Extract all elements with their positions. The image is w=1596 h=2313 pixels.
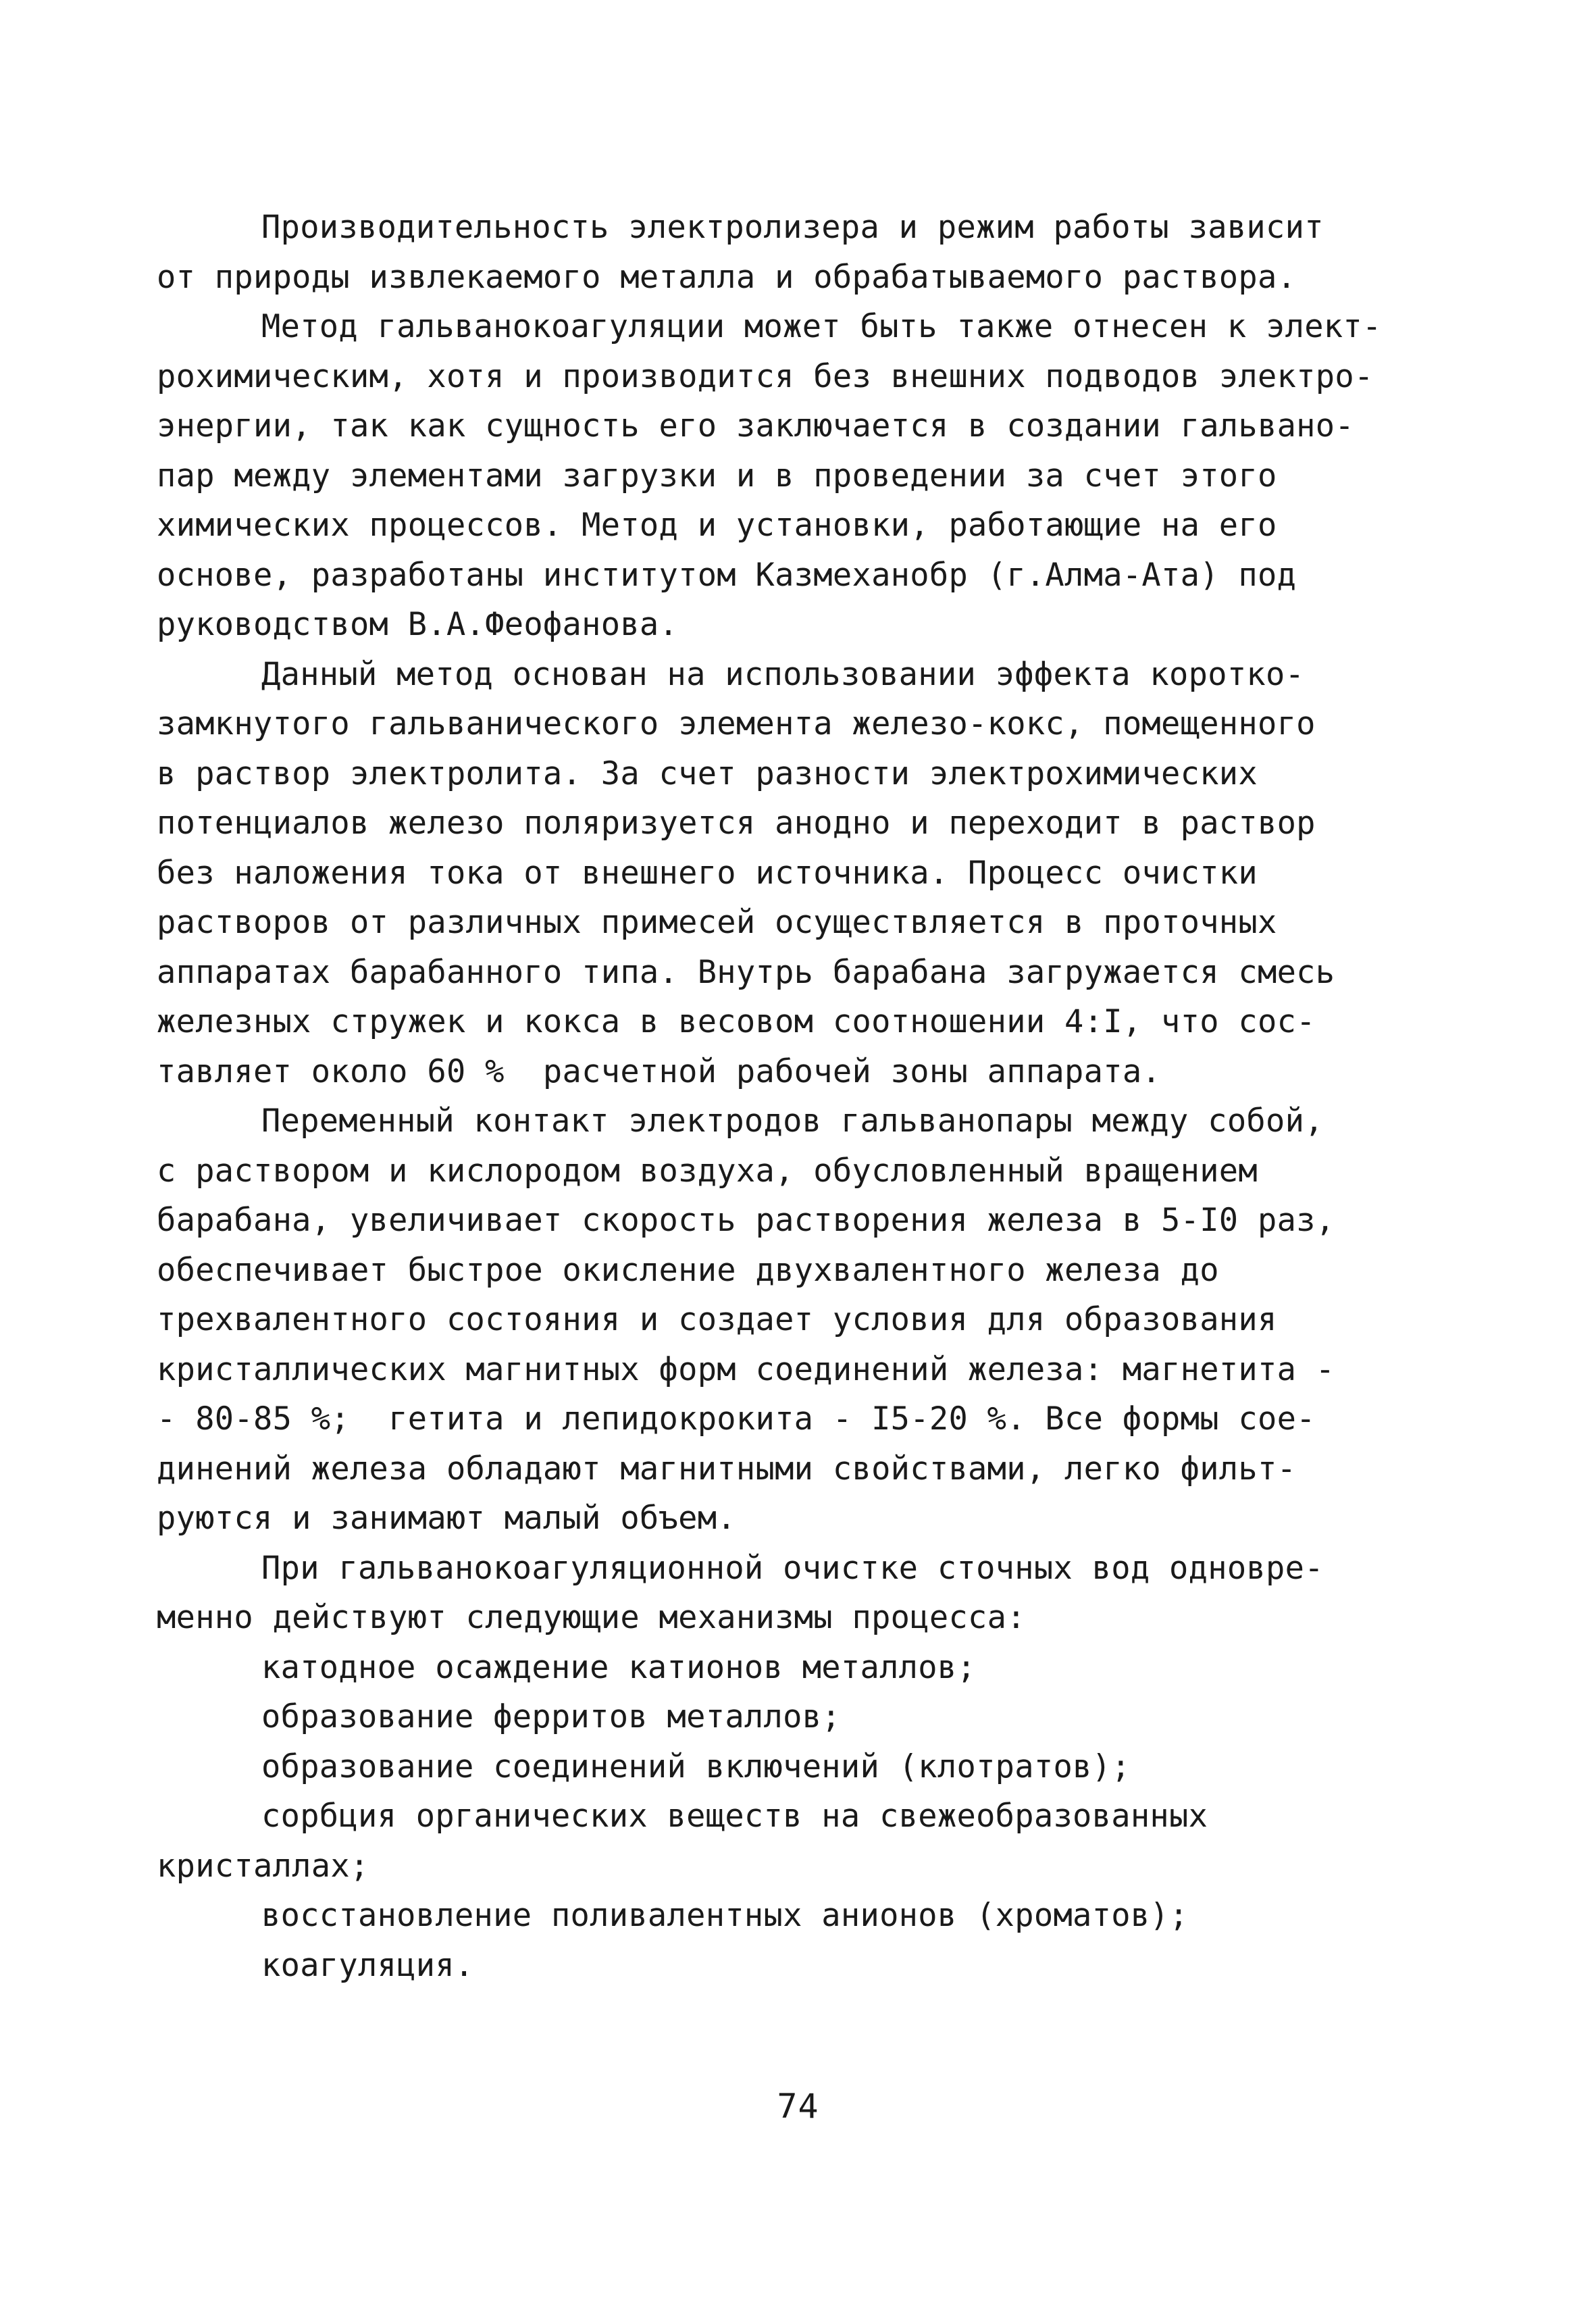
text-line: пар между элементами загрузки и в проведении за счет этого bbox=[157, 457, 1277, 494]
text-line: замкнутого гальванического элемента железо-кокс, помещенного bbox=[157, 705, 1316, 742]
text-line: железных стружек и кокса в весовом соотношении 4:I, что сос- bbox=[157, 1003, 1316, 1040]
text-line: - 80-85 %; гетита и лепидокрокита - I5-20 %. Все формы сое- bbox=[157, 1400, 1316, 1438]
text-line: Производительность электролизера и режим работы зависит bbox=[261, 209, 1324, 246]
text-line: руководством В.А.Феофанова. bbox=[157, 606, 679, 643]
text-line: барабана, увеличивает скорость растворения железа в 5-I0 раз, bbox=[157, 1202, 1335, 1239]
text-line: энергии, так как сущность его заключается в создании гальвано- bbox=[157, 407, 1354, 444]
text-line: тавляет около 60 % расчетной рабочей зоны аппарата. bbox=[157, 1052, 1162, 1090]
text-line: трехвалентного состояния и создает условия для образования bbox=[157, 1301, 1277, 1338]
text-line: менно действуют следующие механизмы процесса: bbox=[157, 1599, 1026, 1636]
text-line: потенциалов железо поляризуется анодно и переходит в раствор bbox=[157, 805, 1316, 842]
text-line: от природы извлекаемого металла и обрабатываемого раствора. bbox=[157, 258, 1297, 296]
text-line: руются и занимают малый объем. bbox=[157, 1500, 736, 1537]
text-line: обеспечивает быстрое окисление двухвалентного железа до bbox=[157, 1251, 1219, 1289]
text-line: аппаратах барабанного типа. Внутрь барабана загружается смесь bbox=[157, 953, 1335, 991]
text-line: в раствор электролита. За счет разности электрохимических bbox=[157, 755, 1258, 792]
text-line: катодное осаждение катионов металлов; bbox=[261, 1648, 977, 1686]
body-text bbox=[157, 203, 1508, 1990]
text-line: Метод гальванокоагуляции может быть также отнесен к элект- bbox=[261, 308, 1382, 345]
text-line: основе, разработаны институтом Казмеханобр (г.Алма-Ата) под bbox=[157, 556, 1297, 594]
text-line: растворов от различных примесей осуществляется в проточных bbox=[157, 904, 1277, 941]
text-line: образование соединений включений (клотратов); bbox=[261, 1748, 1131, 1785]
text-line: рохимическим, хотя и производится без внешних подводов электро- bbox=[157, 357, 1374, 395]
text-line: Данный метод основан на использовании эффекта коротко- bbox=[261, 655, 1305, 693]
text-line: коагуляция. bbox=[261, 1946, 474, 1984]
text-line: образование ферритов металлов; bbox=[261, 1698, 841, 1735]
text-line: кристаллических магнитных форм соединений железа: магнетита - bbox=[157, 1350, 1335, 1388]
text-line: Переменный контакт электродов гальванопары между собой, bbox=[261, 1102, 1324, 1140]
text-line: При гальванокоагуляционной очистке сточных вод одновре- bbox=[261, 1549, 1324, 1587]
text-line: химических процессов. Метод и установки, работающие на его bbox=[157, 507, 1277, 544]
text-line: динений железа обладают магнитными свойствами, легко фильт- bbox=[157, 1450, 1297, 1488]
text-line: кристаллах; bbox=[157, 1847, 369, 1885]
page-number: 74 bbox=[777, 2087, 819, 2126]
text-line: с раствором и кислородом воздуха, обусловленный вращением bbox=[157, 1152, 1258, 1190]
text-line: сорбция органических веществ на свежеобразованных bbox=[261, 1798, 1208, 1835]
text-line: без наложения тока от внешнего источника. Процесс очистки bbox=[157, 854, 1258, 892]
text-line: восстановление поливалентных анионов (хроматов); bbox=[261, 1897, 1189, 1934]
